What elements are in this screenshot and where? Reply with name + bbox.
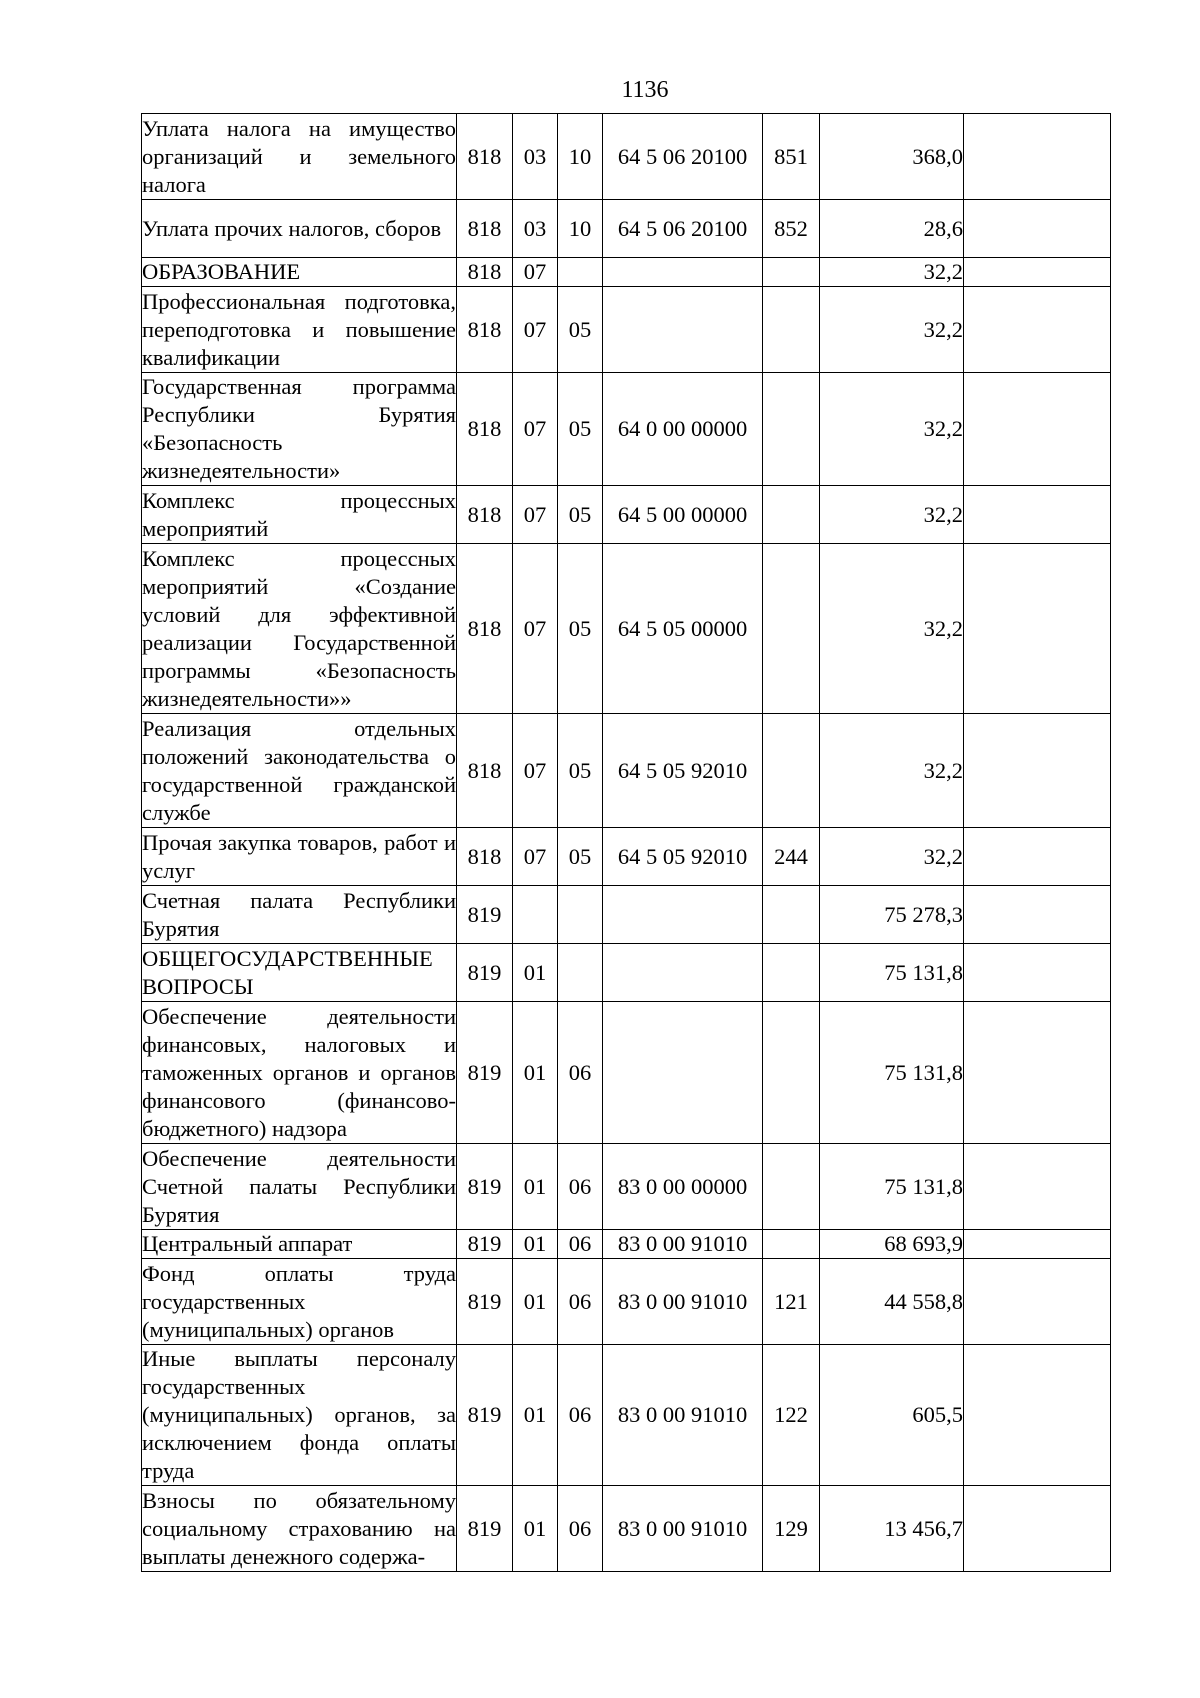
target-article-cell [603,944,763,1002]
expense-type-cell [763,714,820,828]
amount-cell: 32,2 [820,258,964,287]
expense-type-cell [763,1144,820,1230]
subsection-code-cell [558,944,603,1002]
section-code-cell: 01 [513,1345,558,1486]
subsection-code-cell: 10 [558,200,603,258]
amount-cell: 32,2 [820,373,964,486]
amount-cell: 75 278,3 [820,886,964,944]
item-name-text: Профессиональная подготовка, переподготовка и повышение квалификации [142,288,456,370]
item-name-cell [142,1486,457,1572]
extra-column-cell [964,1002,1111,1144]
item-name-text: ОБЩЕГОСУДАРСТВЕННЫЕ ВОПРОСЫ [142,945,433,999]
item-name-text: Уплата налога на имущество организаций и земельного налога [142,115,456,197]
section-code-cell: 03 [513,114,558,200]
amount-cell: 28,6 [820,200,964,258]
subsection-code-cell: 06 [558,1144,603,1230]
amount-cell: 32,2 [820,287,964,373]
table-row [142,200,1111,258]
item-name-cell [142,1002,457,1144]
subsection-code-cell: 06 [558,1230,603,1259]
section-code-cell: 07 [513,287,558,373]
section-code-cell: 03 [513,200,558,258]
item-name-text: ОБРАЗОВАНИЕ [142,259,301,284]
expense-type-cell: 851 [763,114,820,200]
grbs-code-cell: 819 [457,886,513,944]
item-name-text: Комплекс процессных мероприятий [142,487,456,541]
amount-cell: 32,2 [820,544,964,714]
table-row [142,1345,1111,1486]
target-article-cell [603,258,763,287]
item-name-text: Прочая закупка товаров, работ и услуг [142,829,456,883]
table-row [142,373,1111,486]
extra-column-cell [964,287,1111,373]
extra-column-cell [964,1144,1111,1230]
extra-column-cell [964,1230,1111,1259]
subsection-code-cell: 10 [558,114,603,200]
table-row [142,714,1111,828]
grbs-code-cell: 819 [457,1259,513,1345]
target-article-cell: 64 5 00 00000 [603,486,763,544]
expense-type-cell [763,287,820,373]
extra-column-cell [964,714,1111,828]
amount-cell: 605,5 [820,1345,964,1486]
expense-type-cell [763,258,820,287]
item-name-text: Фонд оплаты труда государственных (муниципальных) органов [142,1260,456,1342]
item-name-text: Обеспечение деятельности финансовых, налоговых и таможенных органов и органов финансового (финансово-бюджетного) надзора [142,1003,456,1141]
item-name-cell [142,486,457,544]
item-name-cell [142,258,457,287]
grbs-code-cell: 818 [457,828,513,886]
section-code-cell: 01 [513,1002,558,1144]
item-name-cell [142,287,457,373]
table-row [142,1486,1111,1572]
item-name-cell [142,1230,457,1259]
section-code-cell [513,886,558,944]
section-code-cell: 07 [513,714,558,828]
section-code-cell: 07 [513,373,558,486]
target-article-cell: 83 0 00 91010 [603,1230,763,1259]
extra-column-cell [964,886,1111,944]
section-code-cell: 07 [513,544,558,714]
section-code-cell: 07 [513,258,558,287]
grbs-code-cell: 818 [457,714,513,828]
item-name-cell [142,886,457,944]
section-code-cell: 01 [513,1230,558,1259]
extra-column-cell [964,1259,1111,1345]
grbs-code-cell: 819 [457,1486,513,1572]
subsection-code-cell: 06 [558,1486,603,1572]
table-row [142,1230,1111,1259]
target-article-cell [603,1002,763,1144]
extra-column-cell [964,200,1111,258]
subsection-code-cell: 06 [558,1345,603,1486]
table-row [142,114,1111,200]
table-row [142,828,1111,886]
item-name-text: Иные выплаты персоналу государственных (муниципальных) органов, за исключением фонда оплаты труда [142,1346,456,1483]
extra-column-cell [964,1345,1111,1486]
expense-type-cell: 122 [763,1345,820,1486]
target-article-cell: 83 0 00 91010 [603,1345,763,1486]
grbs-code-cell: 818 [457,258,513,287]
grbs-code-cell: 818 [457,544,513,714]
table-row [142,287,1111,373]
extra-column-cell [964,373,1111,486]
grbs-code-cell: 819 [457,1144,513,1230]
subsection-code-cell: 05 [558,714,603,828]
extra-column-cell [964,1486,1111,1572]
table-row [142,1259,1111,1345]
section-code-cell: 01 [513,944,558,1002]
amount-cell: 75 131,8 [820,944,964,1002]
subsection-code-cell: 05 [558,544,603,714]
expense-type-cell [763,1002,820,1144]
subsection-code-cell: 06 [558,1002,603,1144]
target-article-cell: 64 0 00 00000 [603,373,763,486]
target-article-cell: 64 5 05 00000 [603,544,763,714]
subsection-code-cell: 05 [558,828,603,886]
item-name-cell [142,944,457,1002]
expense-type-cell [763,886,820,944]
expense-type-cell [763,944,820,1002]
table-row [142,1144,1111,1230]
item-name-text: Комплекс процессных мероприятий «Создание условий для эффективной реализации Государственной программы «Безопасность жизнедеятельности»» [142,545,456,711]
extra-column-cell [964,544,1111,714]
amount-cell: 32,2 [820,828,964,886]
budget-table [141,113,1111,1572]
extra-column-cell [964,114,1111,200]
item-name-cell [142,714,457,828]
amount-cell: 368,0 [820,114,964,200]
grbs-code-cell: 819 [457,944,513,1002]
grbs-code-cell: 819 [457,1002,513,1144]
subsection-code-cell: 05 [558,287,603,373]
item-name-text: Государственная программа Республики Бурятия «Безопасность жизнедеятельности» [142,374,456,483]
grbs-code-cell: 819 [457,1345,513,1486]
grbs-code-cell: 818 [457,114,513,200]
expense-type-cell [763,486,820,544]
target-article-cell: 64 5 05 92010 [603,828,763,886]
expense-type-cell [763,1230,820,1259]
item-name-cell [142,373,457,486]
amount-cell: 13 456,7 [820,1486,964,1572]
subsection-code-cell: 05 [558,486,603,544]
expense-type-cell [763,373,820,486]
item-name-text: Обеспечение деятельности Счетной палаты Республики Бурятия [142,1145,456,1227]
grbs-code-cell: 818 [457,287,513,373]
item-name-cell [142,1259,457,1345]
extra-column-cell [964,944,1111,1002]
subsection-code-cell [558,258,603,287]
expense-type-cell: 852 [763,200,820,258]
budget-table-body [142,114,1111,1572]
table-row [142,944,1111,1002]
section-code-cell: 01 [513,1486,558,1572]
table-row [142,1002,1111,1144]
item-name-text: Центральный аппарат [142,1231,353,1256]
item-name-text: Уплата прочих налогов, сборов [142,215,442,241]
expense-type-cell: 129 [763,1486,820,1572]
target-article-cell [603,886,763,944]
amount-cell: 32,2 [820,714,964,828]
section-code-cell: 01 [513,1144,558,1230]
amount-cell: 32,2 [820,486,964,544]
amount-cell: 75 131,8 [820,1002,964,1144]
table-row [142,886,1111,944]
subsection-code-cell [558,886,603,944]
section-code-cell: 07 [513,828,558,886]
grbs-code-cell: 818 [457,373,513,486]
item-name-cell [142,828,457,886]
expense-type-cell: 244 [763,828,820,886]
target-article-cell: 64 5 06 20100 [603,200,763,258]
item-name-cell [142,200,457,258]
subsection-code-cell: 06 [558,1259,603,1345]
target-article-cell: 83 0 00 91010 [603,1259,763,1345]
amount-cell: 75 131,8 [820,1144,964,1230]
target-article-cell: 64 5 05 92010 [603,714,763,828]
table-row [142,486,1111,544]
target-article-cell [603,287,763,373]
item-name-text: Реализация отдельных положений законодательства о государственной гражданской службе [142,715,456,825]
extra-column-cell [964,258,1111,287]
amount-cell: 68 693,9 [820,1230,964,1259]
item-name-cell [142,1345,457,1486]
item-name-cell [142,1144,457,1230]
extra-column-cell [964,828,1111,886]
subsection-code-cell: 05 [558,373,603,486]
item-name-cell [142,114,457,200]
amount-cell: 44 558,8 [820,1259,964,1345]
target-article-cell: 83 0 00 91010 [603,1486,763,1572]
expense-type-cell: 121 [763,1259,820,1345]
expense-type-cell [763,544,820,714]
table-row [142,258,1111,287]
grbs-code-cell: 818 [457,486,513,544]
section-code-cell: 01 [513,1259,558,1345]
item-name-text: Счетная палата Республики Бурятия [142,887,456,941]
target-article-cell: 83 0 00 00000 [603,1144,763,1230]
grbs-code-cell: 818 [457,200,513,258]
table-row [142,544,1111,714]
target-article-cell: 64 5 06 20100 [603,114,763,200]
extra-column-cell [964,486,1111,544]
item-name-text: Взносы по обязательному социальному страхованию на выплаты денежного содержа- [142,1487,456,1569]
grbs-code-cell: 819 [457,1230,513,1259]
page-number: 1136 [621,77,669,103]
section-code-cell: 07 [513,486,558,544]
item-name-cell [142,544,457,714]
